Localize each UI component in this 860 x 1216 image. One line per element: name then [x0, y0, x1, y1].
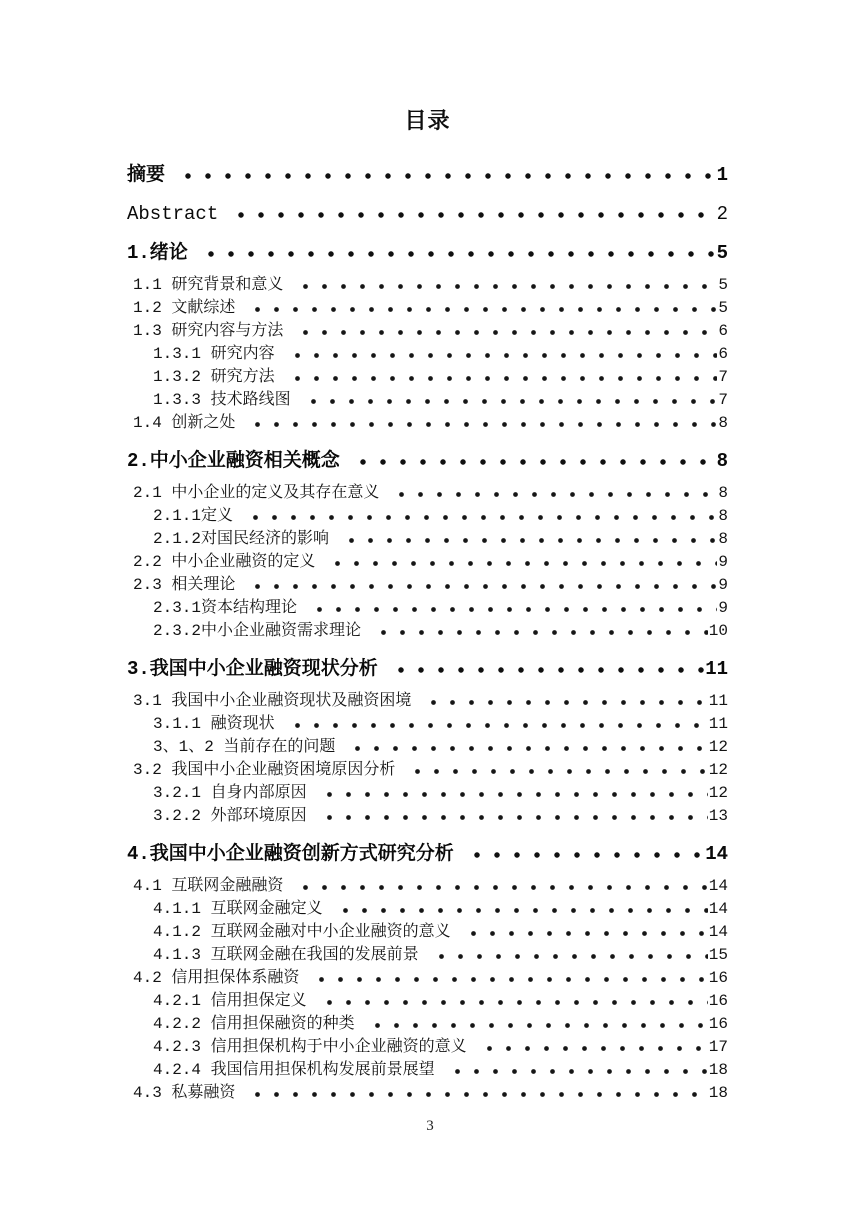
toc-entry-label: 3、1、2 当前存在的问题 — [153, 738, 336, 756]
dot-leader — [242, 412, 717, 435]
toc-entry-page: 17 — [708, 1038, 728, 1056]
toc-entry — [127, 1036, 728, 1059]
toc-entry-page: 6 — [718, 322, 728, 340]
toc-entry — [127, 990, 728, 1013]
toc-entry-label: 4.2 信用担保体系融资 — [133, 969, 300, 987]
dot-leader — [386, 482, 717, 505]
toc-entry-label: 4.2.3 信用担保机构于中小企业融资的意义 — [153, 1038, 467, 1056]
toc-entry-label: 3.我国中小企业融资现状分析 — [127, 658, 378, 680]
toc-entry — [127, 240, 728, 266]
toc-entry-label: 2.1.2对国民经济的影响 — [153, 530, 330, 548]
toc-entry-label: 4.3 私募融资 — [133, 1084, 236, 1102]
dot-leader — [290, 320, 717, 343]
toc-entry-label: 2.3.1资本结构理论 — [153, 599, 298, 617]
toc-entry-page: 18 — [708, 1084, 728, 1102]
toc-entry — [127, 1082, 728, 1105]
dot-leader — [322, 551, 717, 574]
toc-entry-page: 14 — [708, 923, 728, 941]
toc-entry-label: 4.1.3 互联网金融在我国的发展前景 — [153, 946, 419, 964]
dot-leader — [242, 1082, 707, 1105]
dot-leader — [336, 528, 717, 551]
toc-entry-label: 1.2 文献综述 — [133, 299, 236, 317]
toc-entry — [127, 944, 728, 967]
toc-entry-page: 9 — [718, 576, 728, 594]
dot-leader — [362, 1013, 708, 1036]
toc-entry-label: 1.1 研究背景和意义 — [133, 276, 284, 294]
toc-entry-page: 11 — [708, 692, 728, 710]
toc-entry-page: 7 — [718, 368, 728, 386]
toc-entry-page: 10 — [708, 622, 728, 640]
dot-leader — [306, 967, 707, 990]
toc-entry-page: 12 — [708, 761, 728, 779]
dot-leader — [418, 690, 707, 713]
dot-leader — [458, 921, 708, 944]
toc-entry-page: 8 — [716, 450, 728, 472]
toc-entry-label: 2.2 中小企业融资的定义 — [133, 553, 316, 571]
dot-leader — [368, 620, 708, 643]
toc-entry-page: 12 — [708, 738, 728, 756]
toc-entry — [127, 597, 728, 620]
toc-entry-label: 4.1 互联网金融融资 — [133, 877, 284, 895]
toc-entry-label: Abstract — [127, 203, 219, 225]
dot-leader — [240, 505, 717, 528]
toc-entry — [127, 921, 728, 944]
toc-entry — [127, 690, 728, 713]
toc-entry-page: 1 — [716, 164, 728, 186]
toc-entry-page: 14 — [708, 900, 728, 918]
toc-entry — [127, 782, 728, 805]
toc-entry — [127, 528, 728, 551]
toc-entry — [127, 274, 728, 297]
toc-entry — [127, 805, 728, 828]
dot-leader — [314, 805, 708, 828]
toc-entry-label: 1.4 创新之处 — [133, 414, 236, 432]
toc-entry-label: 2.3 相关理论 — [133, 576, 236, 594]
toc-entry-label: 3.1 我国中小企业融资现状及融资困境 — [133, 692, 412, 710]
toc-entry — [127, 736, 728, 759]
toc-entry — [127, 482, 728, 505]
toc-entry — [127, 343, 728, 366]
toc-entry-label: 1.3.3 技术路线图 — [153, 391, 291, 409]
dot-leader — [225, 201, 715, 227]
toc-entry — [127, 1059, 728, 1082]
toc-entry-page: 9 — [718, 599, 728, 617]
dot-leader — [298, 389, 718, 412]
toc-entry-page: 7 — [718, 391, 728, 409]
toc-entry-label: 3.1.1 融资现状 — [153, 715, 275, 733]
toc-entry-page: 9 — [718, 553, 728, 571]
dot-leader — [314, 782, 708, 805]
toc-entry — [127, 620, 728, 643]
toc-entry-page: 15 — [708, 946, 728, 964]
toc-entry — [127, 320, 728, 343]
toc-title: 目录 — [404, 110, 451, 135]
toc-entry — [127, 389, 728, 412]
toc-entry-page: 5 — [718, 276, 728, 294]
toc-entry-label: 2.1.1定义 — [153, 507, 234, 525]
toc-entry-label: 3.2 我国中小企业融资困境原因分析 — [133, 761, 396, 779]
dot-leader — [242, 574, 717, 597]
dot-leader — [242, 297, 717, 320]
dot-leader — [385, 656, 704, 682]
dot-leader — [426, 944, 708, 967]
dot-leader — [304, 597, 717, 620]
toc-entry — [127, 759, 728, 782]
toc-entry-label: 3.2.2 外部环境原因 — [153, 807, 307, 825]
dot-leader — [474, 1036, 708, 1059]
toc-entry-page: 14 — [708, 877, 728, 895]
toc-entry — [127, 551, 728, 574]
page-number: 3 — [426, 1118, 434, 1134]
dot-leader — [282, 343, 718, 366]
dot-leader — [282, 713, 708, 736]
toc-entry-page: 13 — [708, 807, 728, 825]
toc-entry — [127, 366, 728, 389]
dot-leader — [282, 366, 718, 389]
toc-entry-label: 1.3.2 研究方法 — [153, 368, 275, 386]
toc-entry-page: 8 — [718, 507, 728, 525]
toc-entry — [127, 1013, 728, 1036]
toc-entry-label: 1.3 研究内容与方法 — [133, 322, 284, 340]
toc-entry-label: 1.绪论 — [127, 242, 188, 264]
toc-entry — [127, 297, 728, 320]
toc-entry-label: 3.2.1 自身内部原因 — [153, 784, 307, 802]
toc-entry — [127, 898, 728, 921]
toc-entry-label: 2.1 中小企业的定义及其存在意义 — [133, 484, 380, 502]
toc-entry-label: 2.3.2中小企业融资需求理论 — [153, 622, 362, 640]
toc-entry — [127, 505, 728, 528]
toc-entry-page: 8 — [718, 530, 728, 548]
toc-entry-page: 6 — [718, 345, 728, 363]
toc-entry-label: 4.2.1 信用担保定义 — [153, 992, 307, 1010]
toc-entry — [127, 875, 728, 898]
dot-leader — [342, 736, 707, 759]
toc-entry-label: 4.我国中小企业融资创新方式研究分析 — [127, 843, 454, 865]
toc-entry-label: 摘要 — [127, 164, 166, 186]
toc-entry-page: 5 — [718, 299, 728, 317]
toc-entry — [127, 841, 728, 867]
dot-leader — [402, 759, 707, 782]
toc-entry — [127, 713, 728, 736]
toc-entry-page: 16 — [708, 1015, 728, 1033]
toc-list — [127, 162, 728, 1105]
dot-leader — [290, 875, 707, 898]
dot-leader — [172, 162, 716, 188]
dot-leader — [330, 898, 708, 921]
toc-entry-page: 8 — [718, 414, 728, 432]
toc-entry — [127, 201, 728, 227]
toc-entry-page: 5 — [716, 242, 728, 264]
dot-leader — [461, 841, 704, 867]
toc-entry-page: 18 — [708, 1061, 728, 1079]
toc-entry-label: 4.2.2 信用担保融资的种类 — [153, 1015, 355, 1033]
toc-entry — [127, 656, 728, 682]
toc-entry-label: 1.3.1 研究内容 — [153, 345, 275, 363]
dot-leader — [347, 448, 716, 474]
toc-entry — [127, 412, 728, 435]
toc-entry-label: 4.1.2 互联网金融对中小企业融资的意义 — [153, 923, 451, 941]
toc-entry-page: 16 — [708, 992, 728, 1010]
toc-entry — [127, 574, 728, 597]
dot-leader — [442, 1059, 708, 1082]
toc-entry-label: 4.2.4 我国信用担保机构发展前景展望 — [153, 1061, 435, 1079]
dot-leader — [290, 274, 717, 297]
toc-entry-label: 4.1.1 互联网金融定义 — [153, 900, 323, 918]
toc-entry-page: 11 — [708, 715, 728, 733]
toc-entry-page: 16 — [708, 969, 728, 987]
dot-leader — [195, 240, 716, 266]
toc-entry-page: 2 — [716, 203, 728, 225]
toc-entry — [127, 448, 728, 474]
toc-entry-page: 11 — [705, 658, 728, 680]
toc-entry — [127, 162, 728, 188]
toc-entry-page: 8 — [718, 484, 728, 502]
toc-entry-page: 14 — [705, 843, 728, 865]
dot-leader — [314, 990, 708, 1013]
toc-entry-page: 12 — [708, 784, 728, 802]
toc-entry-label: 2.中小企业融资相关概念 — [127, 450, 340, 472]
toc-entry — [127, 967, 728, 990]
